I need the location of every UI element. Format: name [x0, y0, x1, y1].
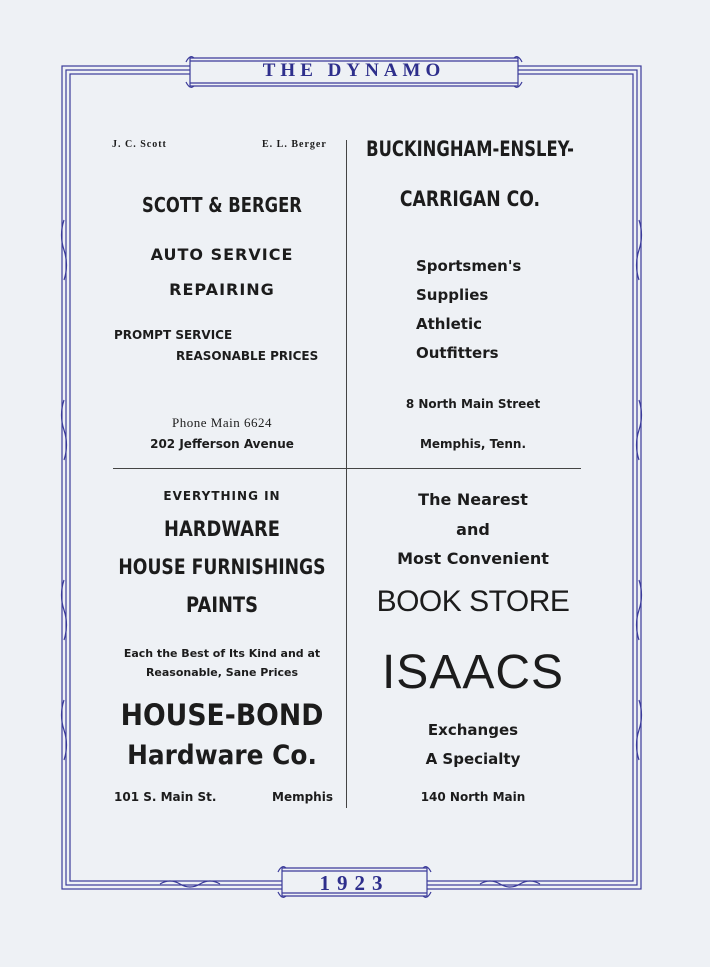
vertical-divider: [346, 140, 347, 808]
tagline-1: PROMPT SERVICE: [114, 328, 233, 342]
item-2: Supplies: [416, 286, 489, 304]
business-name-line-1: HOUSE-BOND: [120, 698, 324, 732]
business-name: ISAACS: [381, 646, 565, 699]
owner-left: J. C. Scott: [112, 139, 167, 150]
book-store-heading: BOOK STORE: [376, 585, 570, 618]
item-1: Sportsmen's: [416, 257, 522, 275]
tagline-2: Reasonable, Sane Prices: [145, 666, 299, 679]
address: 202 Jefferson Avenue: [150, 437, 294, 451]
address: 140 North Main: [420, 790, 526, 804]
line-1: The Nearest: [418, 490, 528, 509]
line-3: Most Convenient: [397, 549, 549, 568]
address: 8 North Main Street: [405, 397, 541, 411]
line-hardware: HARDWARE: [164, 517, 280, 541]
tagline-1: Each the Best of Its Kind and at: [123, 647, 321, 660]
page-footer-year: 1923: [319, 870, 390, 895]
business-name-line-2: CARRIGAN CO.: [399, 187, 541, 211]
specialty-line-1: Exchanges: [427, 721, 519, 739]
line-2: and: [456, 520, 490, 539]
service-line-2: REPAIRING: [169, 280, 275, 299]
business-name-line-1: BUCKINGHAM-ENSLEY-: [366, 137, 574, 161]
item-3: Athletic: [416, 315, 482, 333]
address: 101 S. Main St.: [114, 790, 217, 804]
intro: EVERYTHING IN: [163, 489, 281, 503]
specialty-line-2: A Specialty: [425, 750, 521, 768]
line-paints: PAINTS: [186, 593, 258, 617]
business-name-line-2: Hardware Co.: [127, 740, 317, 771]
item-4: Outfitters: [416, 344, 499, 362]
tagline-2: REASONABLE PRICES: [176, 349, 319, 363]
business-name: SCOTT & BERGER: [142, 193, 302, 217]
line-house-furnishings: HOUSE FURNISHINGS: [118, 555, 326, 579]
owner-right: E. L. Berger: [262, 139, 327, 150]
page-header-title: THE DYNAMO: [262, 60, 446, 81]
service-line-1: AUTO SERVICE: [150, 245, 294, 264]
city: Memphis: [272, 790, 333, 804]
city: Memphis, Tenn.: [419, 437, 527, 451]
phone: Phone Main 6624: [172, 415, 272, 430]
horizontal-divider: [113, 468, 581, 469]
